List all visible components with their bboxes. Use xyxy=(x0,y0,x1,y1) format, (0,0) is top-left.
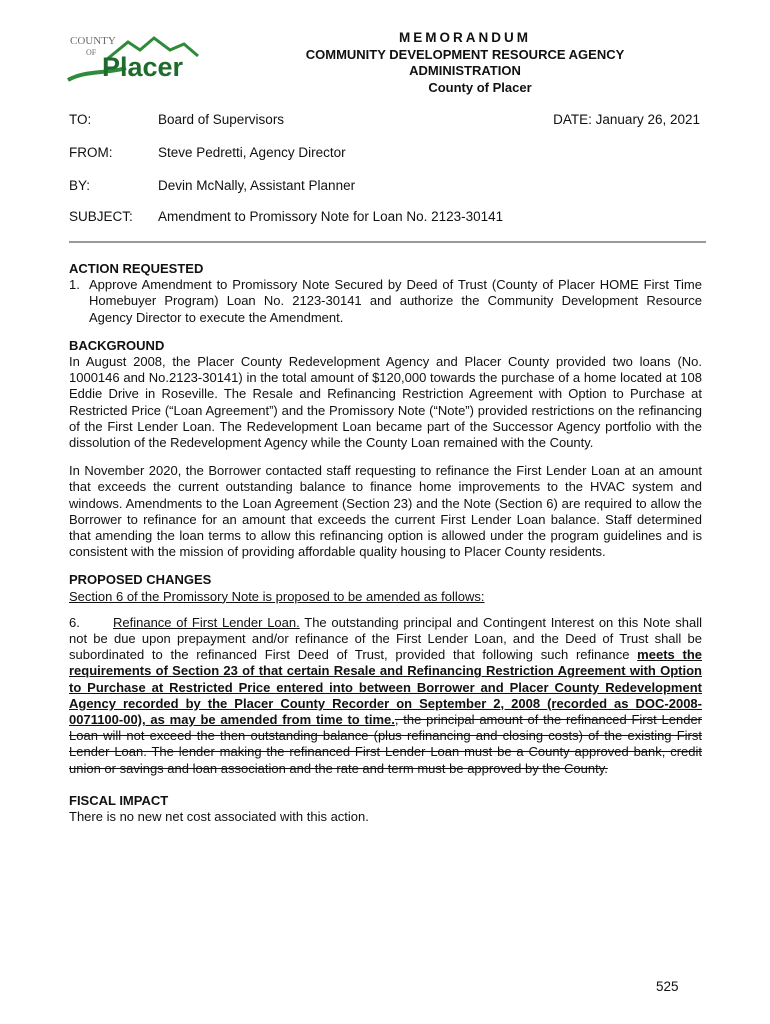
logo-name-text: Placer xyxy=(102,52,184,82)
section-6-paragraph xyxy=(69,615,702,777)
to-label: TO: xyxy=(69,112,92,127)
section-number: 6. xyxy=(69,614,80,630)
division-name: ADMINISTRATION xyxy=(409,63,521,78)
action-item-number: 1. xyxy=(69,277,80,293)
memo-date: DATE: January 26, 2021 xyxy=(553,112,700,127)
memo-title: MEMORANDUM xyxy=(399,30,531,45)
section-text: The outstanding principal and Contingent Interest on this Note shall not be due upon prepayment and/or refinance of the First Lender Loan, and the Deed of Trust shall be subordinated to the refinanced First Deed of Trust, provided that following such refinance xyxy=(69,614,703,663)
fiscal-text: There is no new net cost associated with this action. xyxy=(69,809,369,825)
agency-name: COMMUNITY DEVELOPMENT RESOURCE AGENCY xyxy=(305,46,625,62)
memo-body xyxy=(69,261,702,825)
memo-header xyxy=(200,30,730,96)
from-label: FROM: xyxy=(69,145,113,160)
subject-label: SUBJECT: xyxy=(69,209,133,224)
county-logo xyxy=(66,30,200,86)
proposed-subheading: Section 6 of the Promissory Note is proposed to be amended as follows: xyxy=(69,588,485,604)
page-number: 525 xyxy=(656,979,679,994)
background-paragraph-2: In November 2020, the Borrower contacted staff requesting to refinance the First Lender Loan at an amount that exceeds the current outstanding balance to finance home improvements to the HVAC system and windows. Amendments to the Loan Agreement (Section 23) and the Note (Section 6) are required to allow the Borrower to refinance for an amount that exceeds the current First Lender Loan balance. Staff determined that amending the loan terms to allow this refinancing option is allowed under the program guidelines and is consistent with the mission of providing affordable quality housing to Placer County residents. xyxy=(69,463,702,560)
subject-value: Amendment to Promissory Note for Loan No. 2123-30141 xyxy=(158,209,504,224)
by-label: BY: xyxy=(69,178,91,193)
to-value: Board of Supervisors xyxy=(158,112,285,127)
action-heading: ACTION REQUESTED xyxy=(69,261,204,276)
background-heading: BACKGROUND xyxy=(69,337,165,353)
county-name: County of Placer xyxy=(428,79,532,95)
header-divider xyxy=(69,241,706,243)
by-value: Devin McNally, Assistant Planner xyxy=(158,178,356,193)
background-paragraph-1: In August 2008, the Placer County Redevelopment Agency and Placer County provided two loans (No. 1000146 and No.2123-30141) in the total amount of $120,000 towards the purchase of a home located at 108 Eddie Drive in Roseville. The Resale and Refinancing Restriction Agreement with Option to Purchase at Restricted Price (“Loan Agreement”) and the Promissory Note (“Note”) provided restrictions on the refinancing of the First Lender Loan. The Redevelopment Loan became part of the Successor Agency portfolio with the dissolution of the Redevelopment Agency while the County Loan remained with the County. xyxy=(69,354,702,451)
section-title: Refinance of First Lender Loan. xyxy=(113,614,300,630)
action-item-text: Approve Amendment to Promissory Note Secured by Deed of Trust (County of Placer HOME First Time Homebuyer Program) Loan No. 2123-30141 and authorize the Community Development Resource Agency Director to execute the Amendment. xyxy=(89,277,702,325)
fiscal-heading: FISCAL IMPACT xyxy=(69,792,169,808)
placer-county-logo-icon xyxy=(66,30,200,86)
action-item xyxy=(69,277,702,326)
proposed-heading: PROPOSED CHANGES xyxy=(69,572,212,588)
section-added-text: meets the requirements of Section 23 of that certain Resale and Refinancing Restriction Agreement with Option to Purchase at Restricted Price entered into between Borrower and Placer County Redevelopment Agency recorded by the Placer County Recorder on September 2, 2008 (recorded as DOC-2008-0071100-00), as may be amended from time to time. xyxy=(69,647,702,728)
section-struck-text: , the principal amount of the refinanced First Lender Loan will not exceed the then outstanding balance (plus refinancing and closing costs) of the existing First Lender Loan. The lender making the refinanced First Lender Loan must be a County approved bank, credit union or savings and loan association and the rate and term must be approved by the County. xyxy=(69,712,702,776)
logo-county-text: COUNTY xyxy=(70,35,116,47)
from-value: Steve Pedretti, Agency Director xyxy=(158,145,346,160)
logo-of-text: OF xyxy=(86,48,97,57)
